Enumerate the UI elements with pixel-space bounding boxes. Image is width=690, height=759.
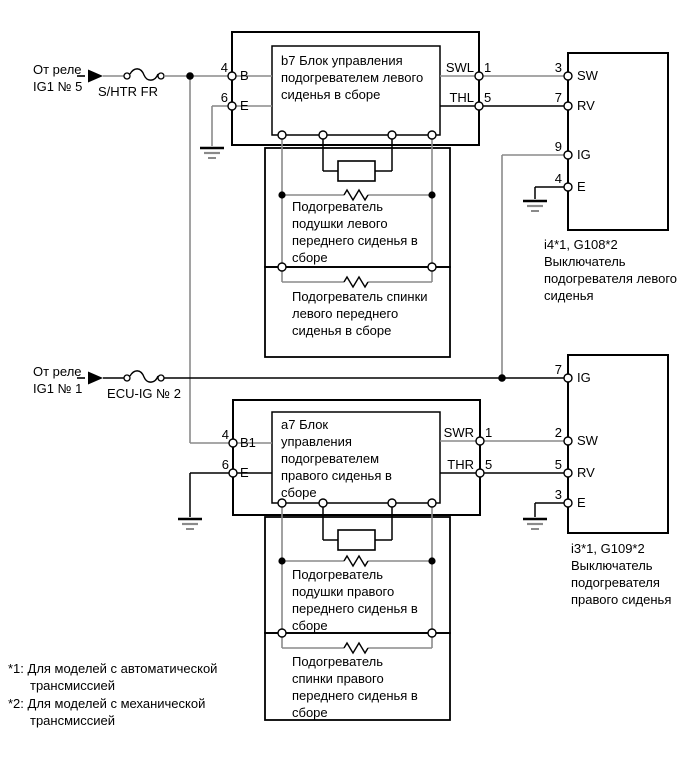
pin-label-swr-sw: SW <box>577 433 598 448</box>
switch-left-code: i4*1, G108*2 <box>544 237 618 252</box>
pin-label-b7-swl: SWL <box>445 60 474 75</box>
switch-left-label <box>544 236 690 304</box>
terminal-circles <box>228 72 572 637</box>
pin-label-swl-ig: IG <box>577 147 591 162</box>
pin-number-b7-6: 6 <box>220 90 228 105</box>
pin-number-a7-6: 6 <box>221 457 229 472</box>
switch-right-wires <box>535 503 564 517</box>
pin-number-swr-2: 2 <box>554 425 562 440</box>
right-back-heater-label: Подогреватель спинки правого переднего сиденья в сборе <box>292 654 418 720</box>
footnote-2: *2: Для моделей с механической трансмиссией <box>8 696 206 728</box>
pin-label-swl-sw: SW <box>577 68 598 83</box>
control-unit-title-left: b7 Блок управления подогревателем левого сиденья в сборе <box>281 53 424 102</box>
pin-label-b7-b: B <box>240 68 249 83</box>
pin-number-swl-4: 4 <box>554 171 562 186</box>
switch-right-label <box>571 540 690 608</box>
relay-source-line1: От реле <box>33 364 82 379</box>
pin-label-swl-e: E <box>577 179 586 194</box>
switch-left-name: Выключатель подогревателя левого сиденья <box>544 254 678 303</box>
fuse-icon-shtr-fr <box>103 69 164 80</box>
resistor-icon-right-back <box>282 643 432 653</box>
ground-icon-switch-right <box>523 519 547 529</box>
pin-label-swl-rv: RV <box>577 98 595 113</box>
control-unit-title-right: а7 Блок управления подогревателем правого сиденья в сборе <box>281 417 392 500</box>
resistor-icon-right-cushion <box>278 556 435 566</box>
pin-number-b7-4: 4 <box>220 60 228 75</box>
left-cushion-heater-label: Подогреватель подушки левого переднего сиденья в сборе <box>292 199 418 265</box>
right-cushion-heater-label: Подогреватель подушки правого переднего сиденья в сборе <box>292 567 418 633</box>
left-back-heater-label: Подогреватель спинки левого переднего сиденья в сборе <box>292 289 428 338</box>
fuse-icon-ecu-ig <box>103 371 164 382</box>
footnote-1: *1: Для моделей с автоматической трансмиссией <box>8 661 218 693</box>
pin-number-a7-1: 1 <box>485 425 493 440</box>
pin-label-a7-e: E <box>240 465 249 480</box>
pin-number-swl-3: 3 <box>554 60 562 75</box>
pin-label-swr-rv: RV <box>577 465 595 480</box>
switch-right-code: i3*1, G109*2 <box>571 541 645 556</box>
pin-number-b7-1: 1 <box>484 60 492 75</box>
switch-right-name: Выключатель подогревателя правого сиденья <box>571 558 672 607</box>
pin-label-a7-swr: SWR <box>443 425 474 440</box>
pin-number-b7-5: 5 <box>484 90 492 105</box>
ground-icon-a7 <box>178 519 202 529</box>
fuse-label-ecu-ig: ECU-IG № 2 <box>107 386 181 401</box>
pin-number-a7-4: 4 <box>221 427 229 442</box>
pin-label-swr-ig: IG <box>577 370 591 385</box>
relay-source-line1: От реле <box>33 62 82 77</box>
relay-source-line2: IG1 № 5 <box>33 79 83 94</box>
pin-label-b7-e: E <box>240 98 249 113</box>
relay-source-line2: IG1 № 1 <box>33 381 83 396</box>
pin-number-swr-5: 5 <box>554 457 562 472</box>
ground-icon-b7 <box>200 148 224 158</box>
resistor-icon-left-back <box>282 277 432 287</box>
ground-icon-switch-left <box>523 201 547 211</box>
pin-label-a7-thr: THR <box>447 457 474 472</box>
fuse-label-shtr-fr: S/HTR FR <box>98 84 158 99</box>
pin-label-a7-b1: B1 <box>240 435 256 450</box>
thermostat-icon-right <box>338 530 375 550</box>
pin-label-swr-e: E <box>577 495 586 510</box>
relay-source-label-right <box>33 363 103 397</box>
thermostat-icon-left <box>338 161 375 181</box>
pin-number-swl-9: 9 <box>554 139 562 154</box>
pin-number-swl-7: 7 <box>554 90 562 105</box>
pin-number-swr-7: 7 <box>554 362 562 377</box>
pin-label-b7-thl: THL <box>449 90 474 105</box>
pin-number-swr-3: 3 <box>554 487 562 502</box>
pin-number-a7-5: 5 <box>485 457 493 472</box>
